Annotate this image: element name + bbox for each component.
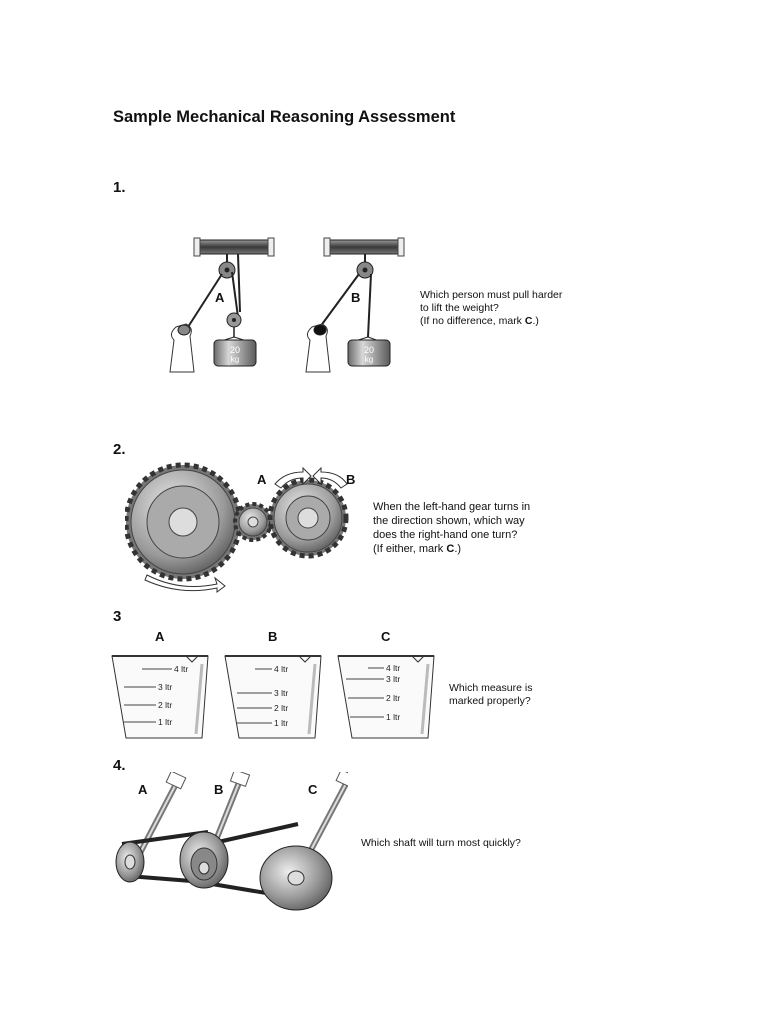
page-title: Sample Mechanical Reasoning Assessment (113, 108, 456, 126)
question-1-number: 1. (113, 179, 126, 196)
question-3-text: Which measure is marked properly? (449, 682, 533, 707)
cup-c (338, 656, 434, 738)
pulley-setup-a (170, 238, 274, 372)
cup-b-label: B (268, 629, 278, 644)
svg-text:4 ltr: 4 ltr (174, 664, 189, 674)
weight-label-b-unit: kg (364, 355, 374, 364)
gear-figure (125, 462, 365, 597)
cup-a (112, 656, 208, 738)
cup-a-label: A (155, 629, 165, 644)
middle-gear (235, 504, 271, 540)
shaft-label-a: A (138, 782, 148, 797)
svg-text:2 ltr: 2 ltr (386, 693, 401, 703)
svg-text:4 ltr: 4 ltr (274, 664, 289, 674)
pulley-belt-figure (108, 772, 348, 912)
cup-c-label: C (381, 629, 391, 644)
question-2-text: When the left-hand gear turns in the direction shown, which way does the right-hand one turn? (If either, mark C.) (373, 501, 531, 555)
svg-text:1 ltr: 1 ltr (274, 718, 289, 728)
weight-label-a-unit: kg (230, 355, 240, 364)
gear-label-b: B (346, 472, 356, 487)
measuring-cups-figure (108, 650, 438, 745)
pulley-figure (160, 232, 420, 377)
weight-label-b-value: 20 (363, 345, 375, 355)
gear-label-a: A (257, 472, 267, 487)
question-4-text: Which shaft will turn most quickly? (361, 837, 521, 849)
pulley-setup-b (306, 238, 404, 372)
svg-text:2 ltr: 2 ltr (274, 703, 289, 713)
setup-a-label: A (215, 290, 225, 305)
svg-text:1 ltr: 1 ltr (158, 717, 173, 727)
left-gear (126, 465, 240, 579)
right-gear (270, 480, 346, 556)
svg-text:4 ltr: 4 ltr (386, 663, 401, 673)
weight-label-a-value: 20 (229, 345, 241, 355)
svg-text:1 ltr: 1 ltr (386, 712, 401, 722)
shaft-label-c: C (308, 782, 318, 797)
shaft-label-b: B (214, 782, 224, 797)
question-4-number: 4. (113, 757, 126, 774)
svg-text:3 ltr: 3 ltr (274, 688, 289, 698)
svg-text:3 ltr: 3 ltr (386, 674, 401, 684)
question-3-number: 3 (113, 608, 122, 625)
cup-b (225, 656, 321, 738)
svg-text:3 ltr: 3 ltr (158, 682, 173, 692)
setup-b-label: B (351, 290, 361, 305)
svg-text:2 ltr: 2 ltr (158, 700, 173, 710)
question-2-number: 2. (113, 441, 126, 458)
question-1-text: Which person must pull harder to lift the weight? (If no difference, mark C.) (420, 289, 563, 327)
